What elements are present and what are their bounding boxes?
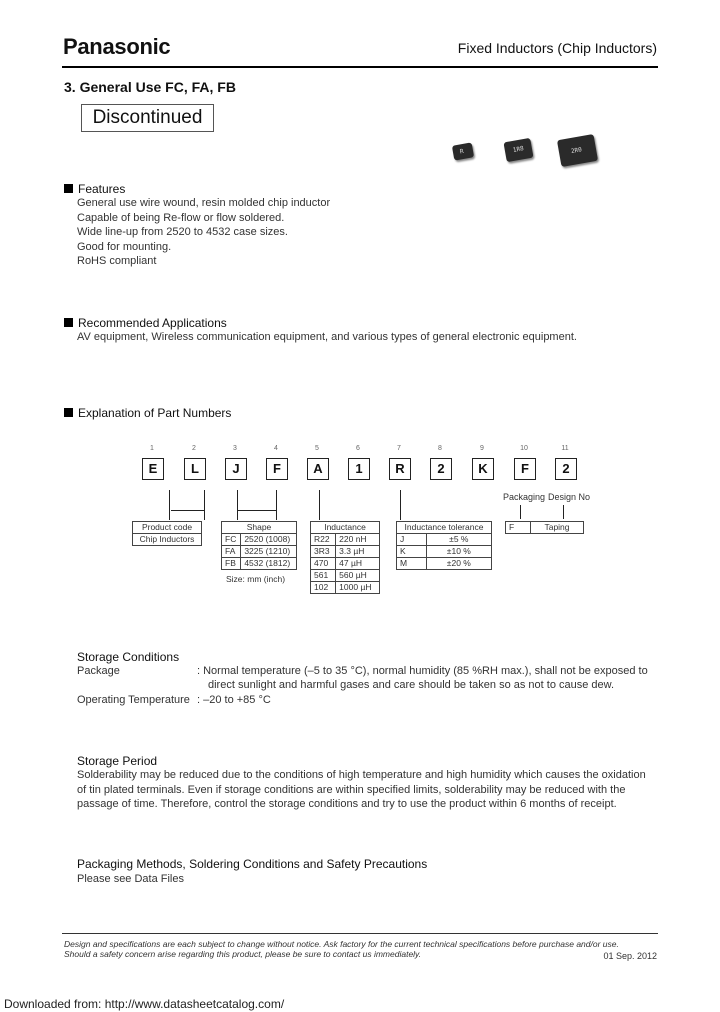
- packaging-table: [505, 521, 584, 534]
- brand-logo: Panasonic: [63, 34, 171, 59]
- table-row: R22 220 nH: [311, 534, 380, 546]
- design-no-label: Design No: [548, 492, 591, 502]
- footer-notice: [64, 939, 619, 959]
- table-row: K ±10 %: [397, 546, 492, 558]
- footer-line: Design and specifications are each subject to change without notice. Ask factory for the current technical specifications before purchase and/or use.: [64, 939, 619, 949]
- footer-date: 01 Sep. 2012: [603, 951, 657, 961]
- package-label: Package: [77, 665, 120, 677]
- feature-item: General use wire wound, resin molded chip inductor: [77, 197, 331, 209]
- packaging-methods-text: Please see Data Files: [77, 873, 184, 885]
- chip-medium-marking: 1R8: [512, 145, 525, 154]
- chip-medium-image: [503, 138, 533, 162]
- part-char-box: 2: [555, 458, 577, 480]
- footer-rule: [62, 933, 658, 934]
- chip-small-marking: R: [459, 147, 465, 156]
- connector-line: [520, 505, 521, 519]
- table-row: FB 4532 (1812): [222, 558, 297, 570]
- storage-period-heading: Storage Period: [77, 754, 158, 768]
- section-title: 3. General Use FC, FA, FB: [64, 79, 236, 95]
- download-source-link[interactable]: Downloaded from: http://www.datasheetcatalog.com/: [4, 997, 285, 1011]
- chip-small-image: [452, 142, 474, 160]
- table-row: 470 47 µH: [311, 558, 380, 570]
- position-number: 5: [315, 445, 319, 452]
- table-row: M ±20 %: [397, 558, 492, 570]
- feature-item: RoHS compliant: [77, 255, 157, 267]
- connector-line: [319, 490, 320, 520]
- bullet-square-icon: [64, 318, 73, 327]
- bullet-square-icon: [64, 184, 73, 193]
- applications-heading: Recommended Applications: [64, 316, 227, 330]
- feature-item: Wide line-up from 2520 to 4532 case sizes.: [77, 226, 288, 238]
- connector-line: [276, 490, 277, 520]
- product-code-table: [132, 521, 202, 546]
- part-char-box: K: [472, 458, 494, 480]
- table-header: Product code: [133, 522, 202, 534]
- tolerance-table: [396, 521, 492, 570]
- connector-line: [169, 490, 170, 520]
- table-header: Shape: [222, 522, 297, 534]
- part-char-box: 2: [430, 458, 452, 480]
- position-number: 3: [233, 445, 237, 452]
- feature-item: Good for mounting.: [77, 240, 172, 253]
- position-number: 1: [150, 445, 154, 452]
- position-number: 8: [438, 445, 442, 452]
- position-number: 9: [480, 445, 484, 452]
- part-char-box: A: [307, 458, 329, 480]
- position-number: 4: [274, 445, 278, 452]
- table-header: Inductance: [311, 522, 380, 534]
- table-header: Inductance tolerance: [397, 522, 492, 534]
- chip-large-marking: 2R0: [570, 146, 583, 156]
- part-char-box: F: [266, 458, 288, 480]
- table-row: FC 2520 (1008): [222, 534, 297, 546]
- document-title: Fixed Inductors (Chip Inductors): [457, 40, 657, 56]
- table-row: F Taping: [506, 522, 584, 534]
- shape-table: [221, 521, 297, 570]
- storage-conditions-heading: Storage Conditions: [77, 650, 180, 664]
- packaging-label: Packaging: [503, 492, 546, 502]
- header-rule: [62, 66, 658, 68]
- table-row: 3R3 3.3 µH: [311, 546, 380, 558]
- position-number: 10: [520, 445, 528, 452]
- position-number: 11: [561, 445, 569, 452]
- operating-temp-label: Operating Temperature: [77, 694, 190, 706]
- applications-text: AV equipment, Wireless communication equipment, and various types of general electronic equipment.: [77, 331, 577, 343]
- connector-line: [400, 490, 401, 520]
- features-list: [77, 196, 330, 269]
- table-cell: Chip Inductors: [133, 534, 202, 546]
- table-row: J ±5 %: [397, 534, 492, 546]
- paragraph-line: Solderability may be reduced due to the conditions of high temperature and high humidity which causes the oxidation: [77, 769, 646, 781]
- table-row: 102 1000 µH: [311, 582, 380, 594]
- part-char-box: L: [184, 458, 206, 480]
- position-number: 2: [192, 445, 196, 452]
- part-char-box: R: [389, 458, 411, 480]
- feature-item: Capable of being Re-flow or flow soldered.: [77, 211, 285, 224]
- connector-line: [171, 510, 205, 511]
- part-numbers-heading: Explanation of Part Numbers: [64, 406, 231, 420]
- table-row: FA 3225 (1210): [222, 546, 297, 558]
- connector-line: [563, 505, 564, 519]
- discontinued-label: Discontinued: [81, 104, 214, 132]
- part-char-box: F: [514, 458, 536, 480]
- table-row: 561 560 µH: [311, 570, 380, 582]
- bullet-square-icon: [64, 408, 73, 417]
- packaging-methods-heading: Packaging Methods, Soldering Conditions and Safety Precautions: [77, 857, 428, 871]
- operating-temp-value: : –20 to +85 °C: [197, 694, 271, 706]
- part-char-box: 1: [348, 458, 370, 480]
- storage-period-text: [77, 768, 646, 812]
- package-value: : Normal temperature (–5 to 35 °C), normal humidity (85 %RH max.), shall not be exposed to: [197, 665, 648, 677]
- features-heading: Features: [64, 182, 125, 196]
- position-number: 6: [356, 445, 360, 452]
- part-char-box: J: [225, 458, 247, 480]
- part-char-box: E: [142, 458, 164, 480]
- footer-line: Should a safety concern arise regarding this product, please be sure to contact us immediately.: [64, 949, 422, 959]
- shape-size-note: Size: mm (inch): [226, 574, 286, 584]
- connector-line: [204, 490, 205, 520]
- inductance-table: [310, 521, 380, 594]
- connector-line: [237, 490, 238, 520]
- position-number: 7: [397, 445, 401, 452]
- package-value-cont: direct sunlight and harmful gases and care should be taken so as not to cause dew.: [208, 679, 615, 691]
- chip-large-image: [557, 134, 598, 167]
- paragraph-line: of tin plated terminals. Even if storage conditions are within specified limits, solderability may be reduced with the: [77, 783, 626, 796]
- paragraph-line: passage of time. Therefore, control the storage conditions and try to use the product within 6 months of receipt.: [77, 798, 617, 810]
- connector-line: [237, 510, 277, 511]
